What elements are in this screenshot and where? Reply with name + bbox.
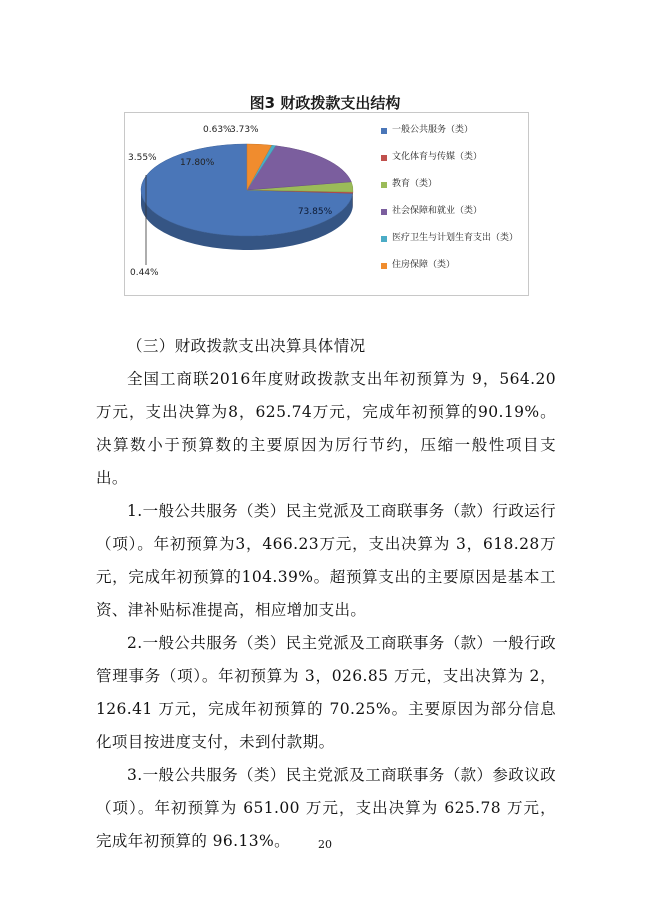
chart-legend bbox=[381, 125, 531, 287]
legend-item-4 bbox=[381, 233, 531, 244]
legend-swatch-2 bbox=[381, 182, 387, 188]
legend-item-3 bbox=[381, 206, 531, 217]
paragraph-item-2: 2.一般公共服务（类）民主党派及工商联事务（款）一般行政管理事务（项）。年初预算为 3，026.85 万元，支出决算为 2，126.41 万元，完成年初预算的 70.25%。主要原因为部分信息化项目按进度支付，未到付款期。 bbox=[96, 634, 556, 751]
data-label-5: 3.73% bbox=[230, 125, 259, 135]
document-body bbox=[96, 330, 556, 858]
legend-item-1 bbox=[381, 152, 531, 163]
legend-swatch-1 bbox=[381, 155, 387, 161]
legend-swatch-3 bbox=[381, 209, 387, 215]
pie-chart bbox=[124, 112, 529, 296]
legend-label-1: 文化体育与传媒（类） bbox=[392, 152, 483, 162]
legend-item-0 bbox=[381, 125, 531, 136]
legend-label-3: 社会保障和就业（类） bbox=[392, 206, 483, 216]
legend-item-5 bbox=[381, 260, 531, 271]
legend-swatch-0 bbox=[381, 128, 387, 134]
section-heading: （三）财政拨款支出决算具体情况 bbox=[127, 337, 366, 355]
data-label-0: 73.85% bbox=[297, 207, 333, 217]
legend-item-2 bbox=[381, 179, 531, 190]
data-label-4: 0.63% bbox=[203, 125, 232, 135]
legend-label-0: 一般公共服务（类） bbox=[392, 125, 474, 135]
legend-label-4: 医疗卫生与计划生育支出（类） bbox=[392, 233, 519, 243]
legend-swatch-4 bbox=[381, 236, 387, 242]
data-label-1: 0.44% bbox=[130, 268, 159, 278]
data-label-3: 17.80% bbox=[180, 158, 215, 168]
legend-label-2: 教育（类） bbox=[392, 179, 438, 189]
paragraph-summary: 全国工商联2016年度财政拨款支出年初预算为 9，564.20 万元，支出决算为8，625.74万元，完成年初预算的90.19%。决算数小于预算数的主要原因为厉行节约，压缩一般性项目支出。 bbox=[96, 370, 556, 487]
legend-label-5: 住房保障（类） bbox=[392, 260, 456, 270]
paragraph-item-1: 1.一般公共服务（类）民主党派及工商联事务（款）行政运行（项）。年初预算为3，466.23万元，支出决算为 3，618.28万元，完成年初预算的104.39%。超预算支出的主要原因是基本工资、津补贴标准提高，相应增加支出。 bbox=[96, 502, 556, 619]
paragraph-item-3: 3.一般公共服务（类）民主党派及工商联事务（款）参政议政（项）。年初预算为 651.00 万元，支出决算为 625.78 万元，完成年初预算的 96.13%。 bbox=[96, 766, 556, 850]
data-label-2: 3.55% bbox=[128, 153, 157, 163]
page-number: 20 bbox=[318, 838, 332, 851]
chart-title: 图3 财政拨款支出结构 bbox=[249, 94, 401, 112]
legend-swatch-5 bbox=[381, 263, 387, 269]
